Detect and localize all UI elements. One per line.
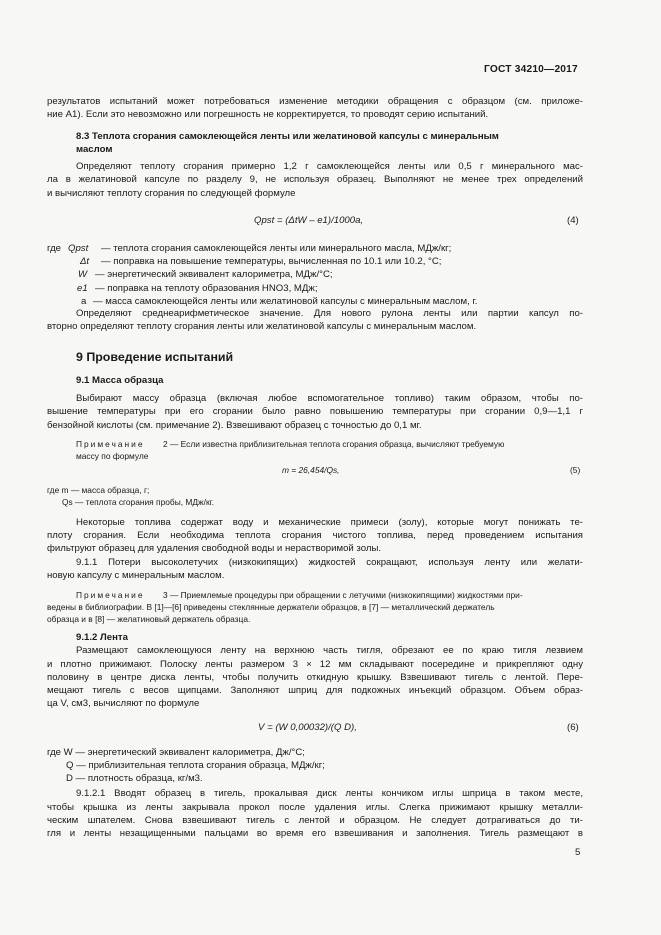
def-symbol: a [81,296,87,307]
section-heading-9: 9 Проведение испытаний [76,350,234,364]
formula-number-5: (5) [570,465,581,475]
def-symbol: W [78,269,88,280]
paragraph-line: новую капсулу с минеральным маслом. [47,570,225,581]
def-text: D — плотность образца, кг/м3. [66,773,203,784]
def-text: — поправка на повышение температуры, вычисленная по 10.1 или 10.2, °C; [101,256,442,267]
paragraph-line: вторно определяют теплоту сгорания ленты или желатиновой капсулы с минеральным маслом. [47,321,477,332]
paragraph-line: 9.1.2.1 Вводят образец в тигель, прокалывая диск ленты кончиком иглы шприца в таком месте, [76,788,583,799]
formula-6: V = (W 0,00032)/(Q D), [258,722,357,733]
paragraph-line: Размещают самоклеющуюся ленту на верхнюю часть тигля, обрезают ее по краю тигля лезвием [76,645,583,656]
document-code: ГОСТ 34210—2017 [484,64,578,75]
note-text: образца и в [8] — желатиновый держатель образца. [47,614,251,624]
paragraph-line: ла в желатиновой капсуле по разделу 9, не используя образец. Выполняют не менее трех определений [47,174,583,185]
paragraph-line: ние А1). Если это невозможно или погрешность не корректируется, то проводят серию испытаний. [47,109,489,120]
def-text: где W — энергетический эквивалент калориметра, Дж/°C; [47,747,305,758]
note-text: ведены в библиографии. В [1]—[6] приведены стеклянные держатели образцов, в [7] — металлический держатель [47,602,495,612]
paragraph-line: вышение температуры при его сгорании было равно повышению температуры при сгорании 0,9—1,1 г [47,406,583,417]
paragraph-line: и плотно прижимают. Полоску ленты размером 3 × 12 мм складывают посередине и прикрепляют одну [47,659,583,670]
formula-5: m = 26,454/Qs, [282,465,340,475]
paragraph-line: Определяют теплоту сгорания примерно 1,2 г самоклеющейся ленты или 0,5 г минерального мас- [76,161,583,172]
paragraph-line: Некоторые топлива содержат воду и механические примеси (золу), которые могут понижать те- [76,517,583,528]
def-symbol: e1 [77,283,88,294]
note-text: 2 — Если известна приблизительная теплота сгорания образца, вычисляют требуемую [163,439,505,449]
def-text: где m — масса образца, г; [47,485,150,495]
note-label: Примечание [76,590,145,600]
paragraph-line: фильтруют образец для удаления свободной воды и нерастворимой золы. [47,543,381,554]
def-text: — теплота сгорания самоклеющейся ленты или минерального масла, МДж/кг; [101,243,452,254]
note-label: Примечание [76,439,145,449]
page-number: 5 [575,847,581,858]
paragraph-line: мещают тигель с весов щипцами. Заполняют шприц для подкожных инъекций образцом. Объем образ- [47,685,583,696]
formula-number-6: (6) [567,722,579,733]
paragraph-line: 9.1.1 Потери высоколетучих (низкокипящих) жидкостей сокращают, используя ленту или желати- [76,557,583,568]
formula-number-4: (4) [567,215,579,226]
def-text: — энергетический эквивалент калориметра, МДж/°C; [95,269,333,280]
def-text: — поправка на теплоту образования HNO3, МДж; [95,283,318,294]
note-text: 3 — Приемлемые процедуры при обращении с летучими (низкокипящими) жидкостями при- [163,590,523,600]
paragraph-line: плоту сгорания. Если необходима теплота сгорания чистого топлива, перед проведением испытания [47,530,583,541]
def-text: Q — приблизительная теплота сгорания образца, МДж/кг; [66,760,325,771]
def-symbol: Δt [80,256,90,267]
paragraph-line: ческим шпателем. Снова взвешивают тигель с лентой и образцом. Не следует дотрагиваться до ти- [47,815,583,826]
paragraph-line: половину в центре диска ленты, чтобы получить откидную крышку. Взвешивают тигель с лентой. Пере- [47,672,583,683]
def-text: — масса самоклеющейся ленты или желатиновой капсулы с минеральным маслом, г. [93,296,478,307]
section-heading-8-3: 8.3 Теплота сгорания самоклеющейся ленты или желатиновой капсулы с минеральным [76,131,499,142]
formula-4: Qpst = (ΔtW – e1)/1000a, [254,215,364,226]
paragraph-line: Выбирают массу образца (включая любое вспомогательное топливо) таким образом, чтобы по- [76,393,583,404]
paragraph-line: Определяют среднеарифметическое значение. Для нового рулона ленты или партии капсул по- [76,308,583,319]
subsection-heading-9-1-2: 9.1.2 Лента [76,632,128,643]
paragraph-line: гля и ленты незащищенными пальцами во время его взвешивания и заполнения. Тигель размещают в [47,828,583,839]
paragraph-line: результатов испытаний может потребоваться изменение методики обращения с образцом (см. приложе- [47,96,583,107]
subsection-heading-9-1: 9.1 Масса образца [76,375,164,386]
paragraph-line: чтобы крышка из ленты закрывала прокол после удаления иглы. Слегка прижимают крышку металли- [47,802,583,813]
paragraph-line: и вычисляют теплоту сгорания по следующей формуле [47,188,296,199]
where-label: где [47,243,62,254]
def-text: Qs — теплота сгорания пробы, МДж/кг. [62,497,214,507]
def-symbol: Qpst [68,243,89,254]
paragraph-line: ца V, см3, вычисляют по формуле [47,698,200,709]
section-heading-8-3-cont: маслом [76,144,113,155]
paragraph-line: бензойной кислоты (см. примечание 2). Взвешивают образец с точностью до 0,1 мг. [47,420,422,431]
note-text: массу по формуле [76,451,149,461]
